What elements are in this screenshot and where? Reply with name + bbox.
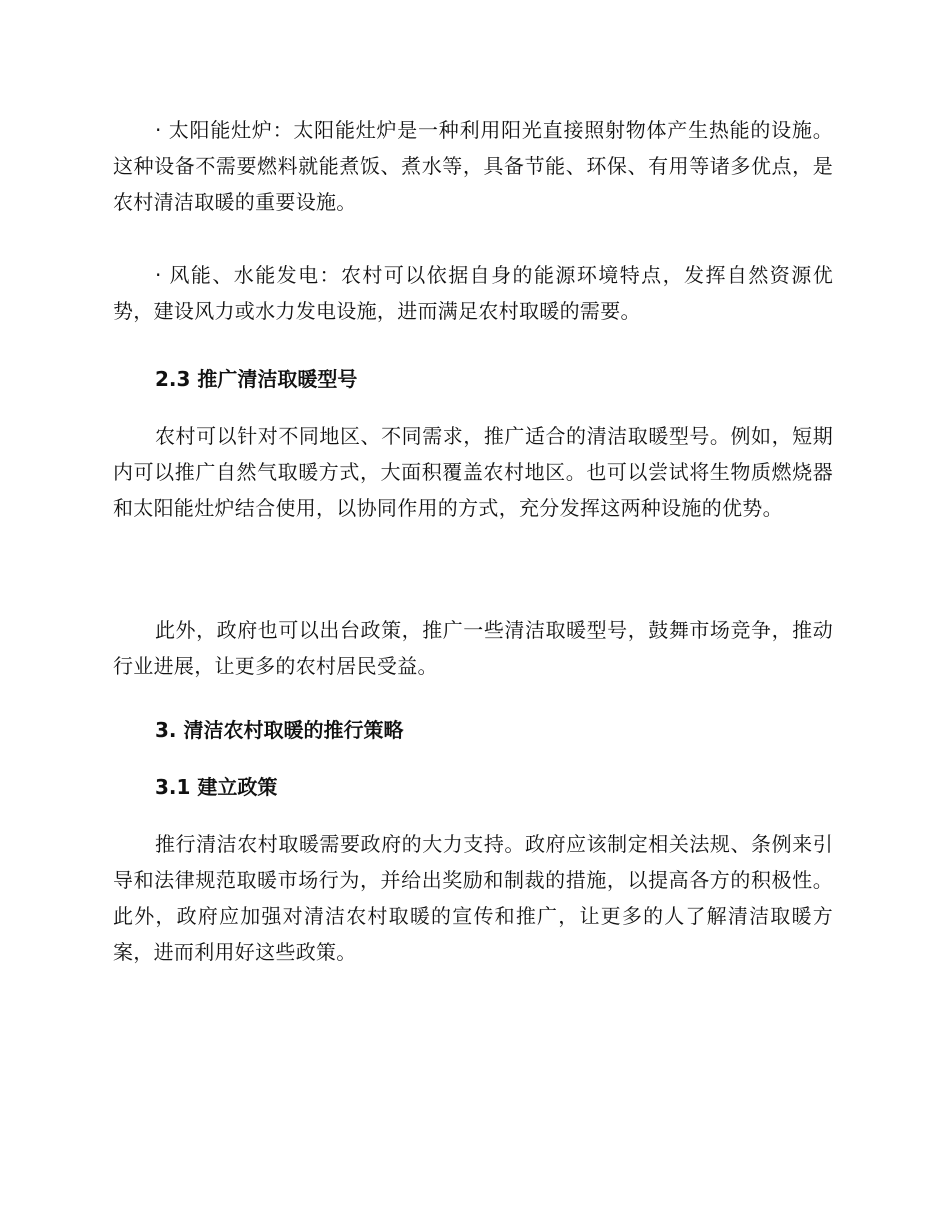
paragraph-solar-stove: · 太阳能灶炉：太阳能灶炉是一种利用阳光直接照射物体产生热能的设施。这种设备不需要燃料就能煮饭、煮水等，具备节能、环保、有用等诸多优点，是农村清洁取暖的重要设施。 <box>113 118 833 214</box>
paragraph-establish-policy: 推行清洁农村取暖需要政府的大力支持。政府应该制定相关法规、条例来引导和法律规范取暖市场行为，并给出奖励和制裁的措施，以提高各方的积极性。此外，政府应加强对清洁农村取暖的宣传和推广，让更多的人了解清洁取暖方案，进而利用好这些政策。 <box>113 832 833 964</box>
section-heading-3-1: 3.1 建立政策 <box>155 775 278 799</box>
section-heading-2-3: 2.3 推广清洁取暖型号 <box>155 367 358 391</box>
section-heading-3: 3. 清洁农村取暖的推行策略 <box>155 718 404 742</box>
paragraph-government-policy: 此外，政府也可以出台政策，推广一些清洁取暖型号，鼓舞市场竞争，推动行业进展，让更多的农村居民受益。 <box>113 618 833 678</box>
paragraph-wind-water-power: · 风能、水能发电：农村可以依据自身的能源环境特点，发挥自然资源优势，建设风力或水力发电设施，进而满足农村取暖的需要。 <box>113 263 833 323</box>
paragraph-promote-models: 农村可以针对不同地区、不同需求，推广适合的清洁取暖型号。例如，短期内可以推广自然气取暖方式，大面积覆盖农村地区。也可以尝试将生物质燃烧器和太阳能灶炉结合使用，以协同作用的方式，充分发挥这两种设施的优势。 <box>113 424 833 520</box>
